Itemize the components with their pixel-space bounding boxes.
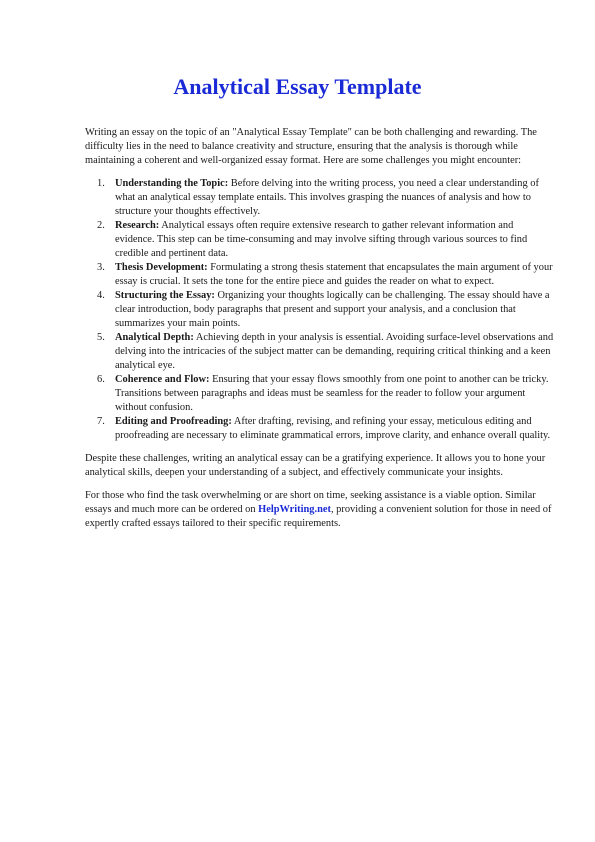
list-item xyxy=(85,415,555,443)
list-item xyxy=(85,289,555,331)
helpwriting-link[interactable]: HelpWriting.net xyxy=(258,504,331,515)
list-item-term: Editing and Proofreading: xyxy=(115,416,232,427)
conclusion-paragraph: Despite these challenges, writing an analytical essay can be a gratifying experience. It allows you to hone your analytical skills, deepen your understanding of a subject, and effectively communicate your insights. xyxy=(85,453,546,478)
list-number: 1. xyxy=(97,178,105,189)
list-item-text: Organizing your thoughts logically can be challenging. The essay should have a clear introduction, body paragraphs that present and support your analysis, and a conclusion that summarizes your main points. xyxy=(115,290,550,329)
list-item xyxy=(85,331,555,373)
list-number: 6. xyxy=(97,374,105,385)
list-item-term: Research: xyxy=(115,220,160,231)
document-body xyxy=(85,126,555,540)
list-item xyxy=(85,373,555,415)
closing-text-after: , providing a convenient solution for those in need of expertly crafted essays tailored to their specific requirements. xyxy=(85,504,552,529)
list-item-term: Understanding the Topic: xyxy=(115,178,229,189)
list-item xyxy=(85,219,555,261)
list-number: 3. xyxy=(97,262,105,273)
intro-paragraph: Writing an essay on the topic of an "Analytical Essay Template" can be both challenging and rewarding. The difficulty lies in the need to balance creativity and structure, ensuring that the analysis is thorough while maintaining a coherent and well-organized essay format. Here are some challenges you might encounter: xyxy=(85,127,537,166)
list-item-text: Achieving depth in your analysis is essential. Avoiding surface-level observations and delving into the intricacies of the subject matter can be demanding, requiring critical thinking and a keen analytical eye. xyxy=(115,332,554,371)
challenges-list xyxy=(85,177,555,443)
page-title: Analytical Essay Template xyxy=(173,74,422,99)
list-number: 4. xyxy=(97,290,105,301)
list-item-text: Ensuring that your essay flows smoothly from one point to another can be tricky. Transitions between paragraphs and ideas must be seamless for the reader to follow your argument without confusion. xyxy=(115,374,549,413)
list-item-text: Before delving into the writing process, you need a clear understanding of what an analytical essay template entails. This involves grasping the nuances of analysis and how to structure your thoughts effectively. xyxy=(115,178,539,217)
list-item xyxy=(85,177,555,219)
list-item xyxy=(85,261,555,289)
list-number: 7. xyxy=(97,416,105,427)
list-item-text: Formulating a strong thesis statement that encapsulates the main argument of your essay is crucial. It sets the tone for the entire piece and guides the reader on what to expect. xyxy=(115,262,553,287)
list-item-term: Structuring the Essay: xyxy=(115,290,215,301)
list-item-term: Coherence and Flow: xyxy=(115,374,210,385)
list-item-text: After drafting, revising, and refining your essay, meticulous editing and proofreading are necessary to eliminate grammatical errors, improve clarity, and enhance overall quality. xyxy=(115,416,551,441)
closing-paragraph xyxy=(85,489,555,531)
list-number: 2. xyxy=(97,220,105,231)
list-number: 5. xyxy=(97,332,105,343)
list-item-term: Thesis Development: xyxy=(115,262,208,273)
closing-text-before: For those who find the task overwhelming or are short on time, seeking assistance is a viable option. Similar essays and much more can be ordered on xyxy=(85,490,536,515)
list-item-text: Analytical essays often require extensive research to gather relevant information and evidence. This step can be time-consuming and may involve sifting through various sources to find credible and pertinent data. xyxy=(115,220,528,259)
list-item-term: Analytical Depth: xyxy=(115,332,194,343)
